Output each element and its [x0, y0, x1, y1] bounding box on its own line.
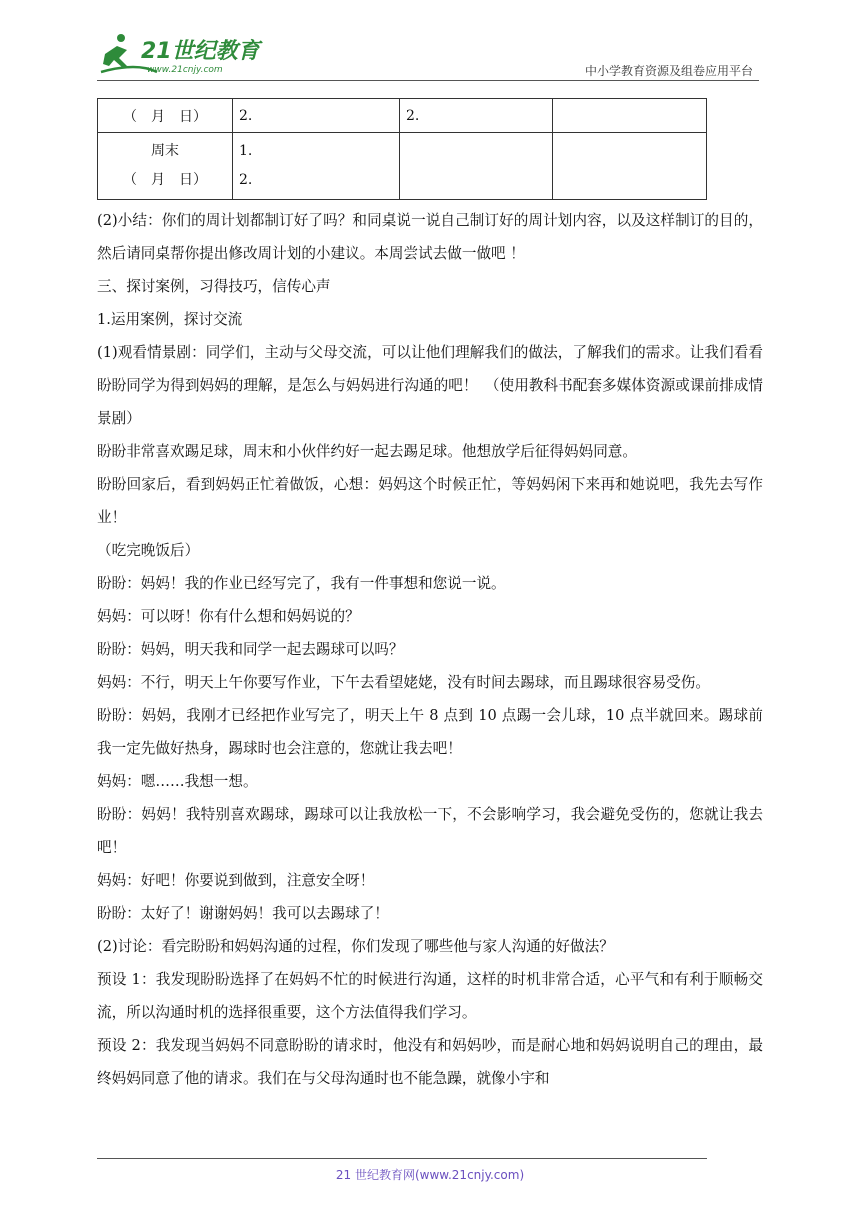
- footer-divider: [97, 1158, 707, 1159]
- footer-link[interactable]: 21 世纪教育网(www.21cnjy.com): [335, 1168, 525, 1182]
- weekend-date-cell: [98, 133, 233, 200]
- section-heading: 三、探讨案例，习得技巧，信传心声: [97, 278, 331, 295]
- dialogue-line: 盼盼：妈妈，我刚才已经把作业写完了，明天上午 8 点到 10 点踢一会儿球，10 点半就回来。踢球前我一定先做好热身，踢球时也会注意的，您就让我去吧！: [97, 707, 763, 757]
- table-row: [98, 99, 707, 133]
- preset-answer: 预设 1：我发现盼盼选择了在妈妈不忙的时候进行沟通，这样的时机非常合适，心平气和有利于顺畅交流，所以沟通时机的选择很重要，这个方法值得我们学习。: [97, 971, 763, 1021]
- plan-cell: [400, 133, 553, 200]
- subsection-heading: 1.运用案例，探讨交流: [97, 311, 243, 328]
- discussion-prompt: (2)讨论：看完盼盼和妈妈沟通的过程，你们发现了哪些他与家人沟通的好做法？: [97, 938, 614, 955]
- dialogue-line: 盼盼：太好了！谢谢妈妈！我可以去踢球了！: [97, 905, 389, 922]
- dialogue-line: 盼盼：妈妈！我的作业已经写完了，我有一件事想和您说一说。: [97, 575, 506, 592]
- plan-cell: [233, 133, 400, 200]
- weekend-date: （ 月 日）: [123, 172, 207, 188]
- stage-direction: （吃完晚饭后）: [97, 542, 200, 559]
- dialogue-line: 妈妈：好吧！你要说到做到，注意安全呀！: [97, 872, 375, 889]
- dialogue-line: 妈妈：可以呀！你有什么想和妈妈说的？: [97, 608, 360, 625]
- plan-item: 2.: [239, 172, 253, 188]
- preset-answer: 预设 2：我发现当妈妈不同意盼盼的请求时，他没有和妈妈吵，而是耐心地和妈妈说明自己的理由，最终妈妈同意了他的请求。我们在与父母沟通时也不能急躁，就像小宇和: [97, 1037, 763, 1087]
- summary-paragraph: (2)小结：你们的周计划都制订好了吗？和同桌说一说自己制订好的周计划内容，以及这样制订的目的，然后请同桌帮你提出修改周计划的小建议。本周尝试去做一做吧 ！: [97, 212, 763, 262]
- dialogue-line: 盼盼：妈妈！我特别喜欢踢球，踢球可以让我放松一下，不会影响学习，我会避免受伤的，您就让我去吧！: [97, 806, 763, 856]
- site-logo[interactable]: [97, 32, 267, 76]
- plan-cell: 2.: [400, 99, 553, 133]
- date-cell: （ 月 日）: [98, 99, 233, 133]
- page-header: [97, 28, 759, 80]
- plan-cell: 2.: [233, 99, 400, 133]
- plan-cell: [553, 133, 707, 200]
- paragraph: (1)观看情景剧：同学们，主动与父母交流，可以让他们理解我们的做法，了解我们的需求。让我们看看盼盼同学为得到妈妈的理解，是怎么与妈妈进行沟通的吧！ （使用教科书配套多媒体资源或课前排成情景剧）: [97, 344, 763, 427]
- paragraph: 盼盼回家后，看到妈妈正忙着做饭，心想：妈妈这个时候正忙，等妈妈闲下来再和她说吧，我先去写作业！: [97, 476, 763, 526]
- platform-tagline: 中小学教育资源及组卷应用平台: [584, 64, 753, 78]
- header-divider: [97, 80, 759, 81]
- logo-url: www.21cnjy.com: [147, 65, 223, 75]
- lesson-body: [97, 204, 763, 1095]
- table-row: [98, 133, 707, 200]
- plan-item: 1.: [239, 143, 253, 159]
- dialogue-line: 妈妈：不行，明天上午你要写作业，下午去看望姥姥，没有时间去踢球，而且踢球很容易受伤。: [97, 674, 710, 691]
- runner-logo-icon: [97, 32, 267, 76]
- plan-cell: [553, 99, 707, 133]
- paragraph: 盼盼非常喜欢踢足球，周末和小伙伴约好一起去踢足球。他想放学后征得妈妈同意。: [97, 443, 637, 460]
- dialogue-line: 盼盼：妈妈，明天我和同学一起去踢球可以吗？: [97, 641, 404, 658]
- weekend-label: 周末: [151, 143, 179, 159]
- logo-wordmark: 21世纪教育: [141, 39, 260, 64]
- weekly-plan-table: [97, 98, 707, 200]
- dialogue-line: 妈妈：嗯……我想一想。: [97, 773, 258, 790]
